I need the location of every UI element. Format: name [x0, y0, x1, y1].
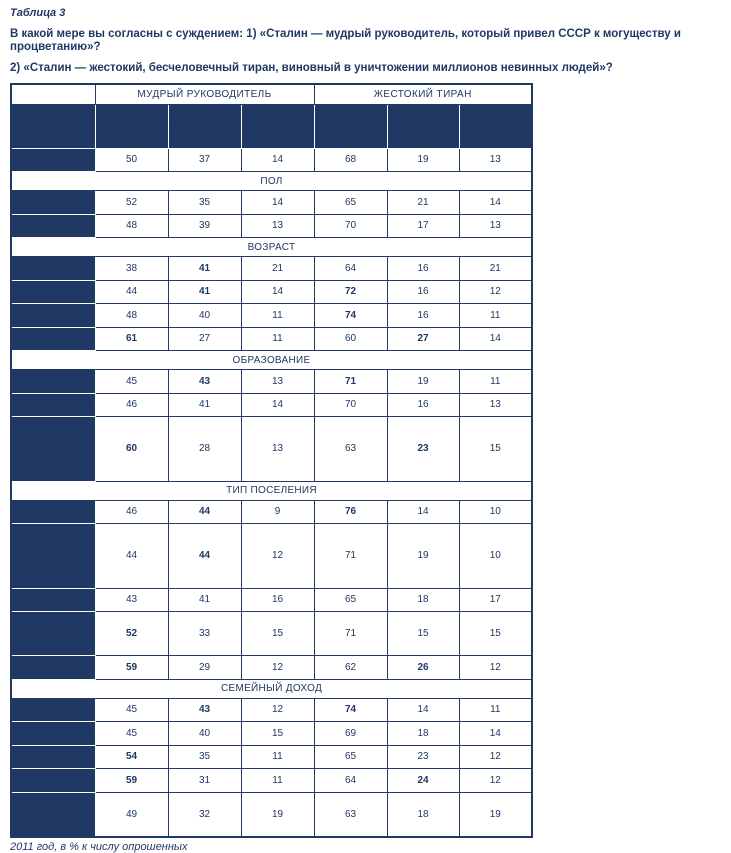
value-cell: 12 [241, 656, 314, 680]
value-cell: 13 [459, 393, 532, 417]
value-cell: 14 [459, 191, 532, 215]
data-row [11, 792, 532, 837]
value-cell: 48 [95, 304, 168, 328]
value-cell: 10 [459, 524, 532, 589]
value-cell: 19 [387, 524, 459, 589]
data-row [11, 612, 532, 656]
value-cell: 18 [387, 792, 459, 837]
value-cell: 21 [241, 257, 314, 281]
value-cell: 65 [314, 588, 387, 612]
value-cell: 48 [95, 214, 168, 238]
value-cell: 14 [241, 191, 314, 215]
group-header-row [11, 84, 532, 104]
value-cell: 13 [459, 148, 532, 172]
value-cell: 15 [387, 612, 459, 656]
category-cell: 25—39 [11, 280, 95, 304]
data-row [11, 370, 532, 394]
sub-header-row [11, 104, 532, 148]
value-cell: 69 [314, 722, 387, 746]
category-cell: 18—24 [11, 257, 95, 281]
value-cell: 23 [387, 417, 459, 482]
footnote: 2011 год, в % к числу опрошенных [10, 840, 188, 853]
category-cell: Большой город (свыше 500 тыс. человек) [11, 524, 95, 589]
value-cell: 44 [95, 524, 168, 589]
value-cell: 11 [241, 745, 314, 769]
value-cell: 64 [314, 769, 387, 793]
table-header [11, 84, 532, 148]
value-cell: 41 [168, 393, 241, 417]
value-cell: 18 [387, 722, 459, 746]
section-row [11, 679, 532, 698]
value-cell: 16 [241, 588, 314, 612]
value-cell: 44 [95, 280, 168, 304]
value-cell: 12 [459, 280, 532, 304]
data-row [11, 588, 532, 612]
value-cell: 21 [459, 257, 532, 281]
value-cell: 64 [314, 257, 387, 281]
category-cell: Затруднились ответить [11, 792, 95, 837]
table-body [11, 148, 532, 837]
value-cell: 16 [387, 304, 459, 328]
value-cell: 40 [168, 304, 241, 328]
value-cell: 61 [95, 327, 168, 351]
value-cell: 31 [168, 769, 241, 793]
value-cell: 59 [95, 656, 168, 680]
sub-header-0-1: Не согласны [168, 104, 241, 148]
category-cell: Высокий [11, 698, 95, 722]
section-row [11, 481, 532, 500]
value-cell: 12 [459, 656, 532, 680]
value-cell: 29 [168, 656, 241, 680]
value-cell: 63 [314, 792, 387, 837]
survey-table [10, 83, 533, 838]
value-cell: 14 [387, 698, 459, 722]
data-row [11, 191, 532, 215]
data-row [11, 257, 532, 281]
data-row [11, 148, 532, 172]
value-cell: 13 [241, 370, 314, 394]
value-cell: 12 [459, 769, 532, 793]
value-cell: 41 [168, 280, 241, 304]
value-cell: 35 [168, 745, 241, 769]
sub-header-1-1: Не согласны [387, 104, 459, 148]
value-cell: 71 [314, 370, 387, 394]
value-cell: 14 [459, 327, 532, 351]
category-cell: Средневысокий [11, 722, 95, 746]
data-row [11, 280, 532, 304]
sub-header-0-0: Согласны [95, 104, 168, 148]
category-cell: Высшее [11, 370, 95, 394]
data-row [11, 769, 532, 793]
value-cell: 17 [459, 588, 532, 612]
value-cell: 62 [314, 656, 387, 680]
value-cell: 70 [314, 393, 387, 417]
value-cell: 52 [95, 612, 168, 656]
value-cell: 27 [168, 327, 241, 351]
category-cell: Низкий [11, 769, 95, 793]
value-cell: 11 [241, 769, 314, 793]
value-cell: 46 [95, 393, 168, 417]
value-cell: 71 [314, 524, 387, 589]
column-group-label-0: МУДРЫЙ РУКОВОДИТЕЛЬ [95, 84, 314, 104]
value-cell: 15 [459, 612, 532, 656]
category-cell: Мужчины [11, 191, 95, 215]
value-cell: 45 [95, 722, 168, 746]
value-cell: 19 [387, 370, 459, 394]
value-cell: 26 [387, 656, 459, 680]
value-cell: 44 [168, 524, 241, 589]
value-cell: 16 [387, 257, 459, 281]
data-row [11, 722, 532, 746]
value-cell: 33 [168, 612, 241, 656]
value-cell: 45 [95, 370, 168, 394]
section-label: ВОЗРАСТ [11, 238, 532, 257]
value-cell: 15 [241, 722, 314, 746]
value-cell: 12 [241, 524, 314, 589]
value-cell: 14 [241, 280, 314, 304]
value-cell: 15 [241, 612, 314, 656]
value-cell: 52 [95, 191, 168, 215]
category-cell: 40—54 [11, 304, 95, 328]
category-cell: Москва [11, 500, 95, 524]
value-cell: 65 [314, 191, 387, 215]
sub-header-1-0: Согласны [314, 104, 387, 148]
value-cell: 24 [387, 769, 459, 793]
value-cell: 46 [95, 500, 168, 524]
value-cell: 54 [95, 745, 168, 769]
value-cell: 14 [387, 500, 459, 524]
value-cell: 15 [459, 417, 532, 482]
value-cell: 11 [459, 304, 532, 328]
data-row [11, 417, 532, 482]
value-cell: 10 [459, 500, 532, 524]
value-cell: 59 [95, 769, 168, 793]
value-cell: 19 [241, 792, 314, 837]
value-cell: 9 [241, 500, 314, 524]
value-cell: 41 [168, 588, 241, 612]
value-cell: 11 [241, 327, 314, 351]
category-cell: В среднем [11, 148, 95, 172]
value-cell: 19 [387, 148, 459, 172]
data-row [11, 500, 532, 524]
category-cell: Малый город (до 250 тысяч) [11, 612, 95, 656]
category-cell: Женщины [11, 214, 95, 238]
value-cell: 27 [387, 327, 459, 351]
data-row [11, 304, 532, 328]
section-label: ПОЛ [11, 172, 532, 191]
value-cell: 37 [168, 148, 241, 172]
data-row [11, 745, 532, 769]
data-row [11, 656, 532, 680]
value-cell: 44 [168, 500, 241, 524]
value-cell: 32 [168, 792, 241, 837]
value-cell: 74 [314, 304, 387, 328]
value-cell: 40 [168, 722, 241, 746]
category-cell: Среднее общее [11, 393, 95, 417]
value-cell: 39 [168, 214, 241, 238]
value-cell: 21 [387, 191, 459, 215]
section-label: ТИП ПОСЕЛЕНИЯ [11, 481, 532, 500]
value-cell: 13 [241, 214, 314, 238]
value-cell: 11 [459, 698, 532, 722]
value-cell: 45 [95, 698, 168, 722]
sub-header-empty-cell [11, 104, 95, 148]
category-cell: Село [11, 656, 95, 680]
value-cell: 60 [95, 417, 168, 482]
value-cell: 17 [387, 214, 459, 238]
category-cell: 55 + [11, 327, 95, 351]
value-cell: 13 [241, 417, 314, 482]
value-cell: 12 [459, 745, 532, 769]
section-label: СЕМЕЙНЫЙ ДОХОД [11, 679, 532, 698]
section-row [11, 351, 532, 370]
corner-cell [11, 84, 95, 104]
value-cell: 13 [459, 214, 532, 238]
value-cell: 49 [95, 792, 168, 837]
table-caption: Таблица 3 [10, 7, 66, 19]
value-cell: 70 [314, 214, 387, 238]
column-group-label-1: ЖЕСТОКИЙ ТИРАН [314, 84, 532, 104]
value-cell: 41 [168, 257, 241, 281]
value-cell: 11 [459, 370, 532, 394]
value-cell: 18 [387, 588, 459, 612]
data-row [11, 524, 532, 589]
value-cell: 68 [314, 148, 387, 172]
value-cell: 60 [314, 327, 387, 351]
value-cell: 72 [314, 280, 387, 304]
value-cell: 16 [387, 393, 459, 417]
value-cell: 14 [459, 722, 532, 746]
value-cell: 38 [95, 257, 168, 281]
value-cell: 35 [168, 191, 241, 215]
sub-header-0-2: Затруднились ответить [241, 104, 314, 148]
value-cell: 74 [314, 698, 387, 722]
data-row [11, 698, 532, 722]
value-cell: 76 [314, 500, 387, 524]
value-cell: 23 [387, 745, 459, 769]
value-cell: 65 [314, 745, 387, 769]
section-row [11, 172, 532, 191]
value-cell: 14 [241, 148, 314, 172]
data-row [11, 327, 532, 351]
question-line-1: В какой мере вы согласны с суждением: 1) «Сталин — мудрый руководитель, который привел СССР к могуществу и процветанию»? [10, 28, 681, 53]
value-cell: 19 [459, 792, 532, 837]
value-cell: 71 [314, 612, 387, 656]
value-cell: 16 [387, 280, 459, 304]
value-cell: 63 [314, 417, 387, 482]
section-row [11, 238, 532, 257]
value-cell: 12 [241, 698, 314, 722]
section-label: ОБРАЗОВАНИЕ [11, 351, 532, 370]
question-line-2: 2) «Сталин — жестокий, бесчеловечный тиран, виновный в уничтожении миллионов невинных людей»? [10, 62, 613, 74]
value-cell: 11 [241, 304, 314, 328]
data-row [11, 214, 532, 238]
category-cell: Средненизкий [11, 745, 95, 769]
sub-header-1-2: Затруднились ответить [459, 104, 532, 148]
value-cell: 43 [168, 698, 241, 722]
data-row [11, 393, 532, 417]
value-cell: 28 [168, 417, 241, 482]
category-cell: Неполное среднее, начальное [11, 417, 95, 482]
value-cell: 43 [168, 370, 241, 394]
value-cell: 43 [95, 588, 168, 612]
value-cell: 50 [95, 148, 168, 172]
value-cell: 14 [241, 393, 314, 417]
category-cell: Средний город [11, 588, 95, 612]
